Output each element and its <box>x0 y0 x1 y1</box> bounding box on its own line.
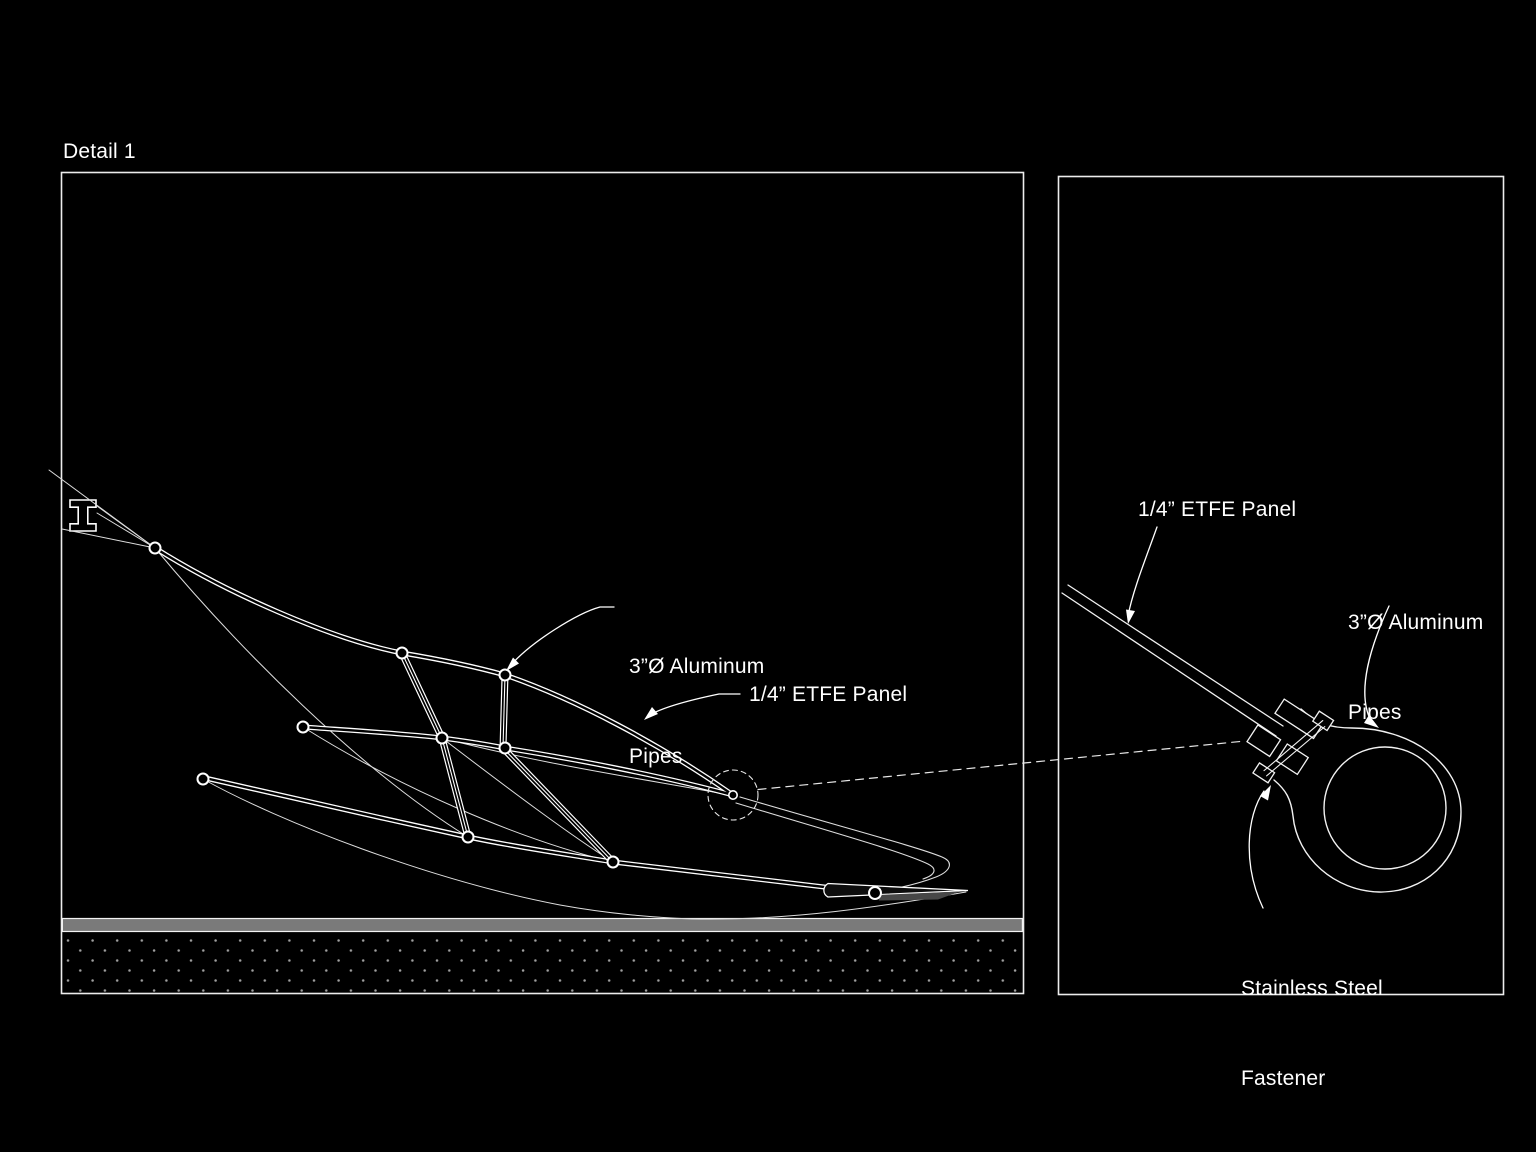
ibeam-anchor <box>70 500 96 531</box>
detail-callout <box>708 742 1240 821</box>
label-aluminum-pipes-left <box>629 592 764 832</box>
etfe-panel-lines <box>1062 585 1283 736</box>
label-etfe-panel-left: 1/4” ETFE Panel <box>749 683 908 706</box>
label-aluminum-pipes-right-line2: Pipes <box>1348 701 1402 724</box>
membrane-tip-curl <box>736 797 949 887</box>
ground-section <box>62 919 1022 994</box>
pipes-inner <box>155 548 875 893</box>
left-panel-frame <box>62 173 1024 994</box>
pipes-outer <box>155 548 875 893</box>
label-aluminum-pipes-right <box>1348 548 1483 788</box>
label-fastener-line1: Stainless Steel <box>1241 977 1383 1000</box>
right-arrowheads <box>1126 610 1379 801</box>
sheet-title: Detail 1 <box>63 140 136 163</box>
label-fastener-line2: Fastener <box>1241 1067 1326 1090</box>
label-aluminum-pipes-left-line1: 3”Ø Aluminum <box>629 655 765 678</box>
label-aluminum-pipes-left-line2: Pipes <box>629 745 683 768</box>
label-aluminum-pipes-right-line1: 3”Ø Aluminum <box>1348 611 1484 634</box>
label-etfe-panel-right: 1/4” ETFE Panel <box>1138 498 1297 521</box>
callout-dashed-leader <box>758 742 1240 790</box>
label-fastener <box>1241 914 1383 1152</box>
